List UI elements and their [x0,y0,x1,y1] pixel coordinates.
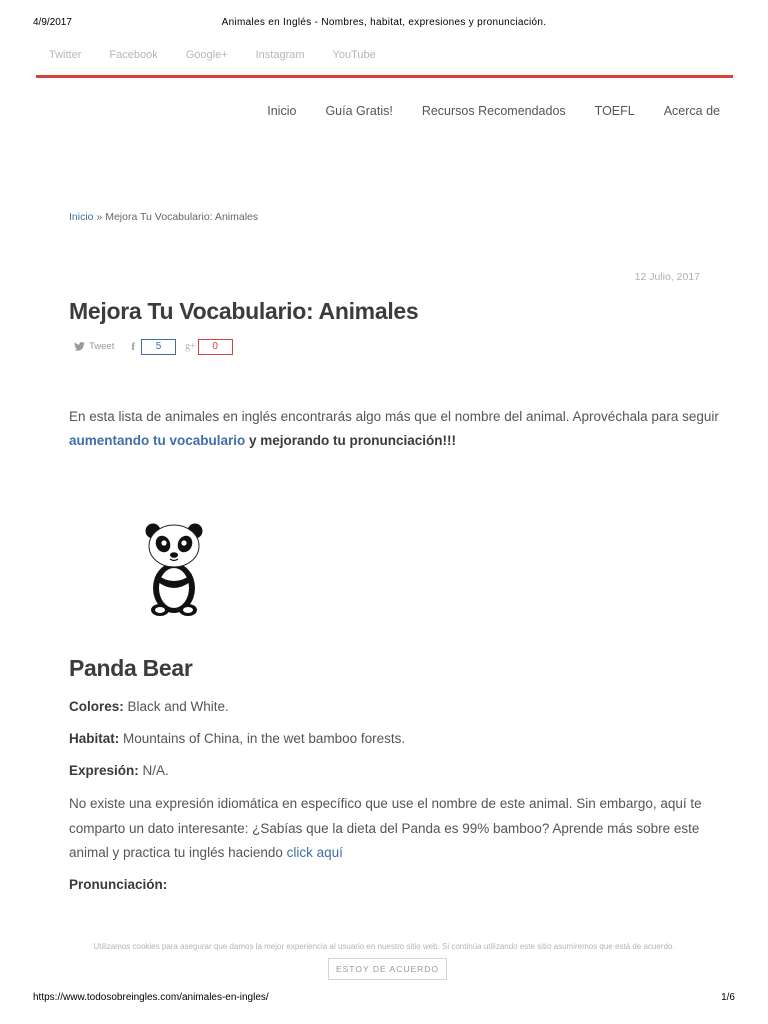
facebook-icon[interactable]: f [131,340,136,353]
tweet-button[interactable]: Tweet [89,341,115,352]
social-link-youtube[interactable]: YouTube [332,49,376,61]
panda-paragraph-text: No existe una expresión idiomática en específico que use el nombre de este animal. Sin embargo, aquí te comparto un dato interesante: ¿Sabías que la dieta del Panda es 99% bamboo? Aprende más sobre este animal y practica tu inglés haciendo [69,796,702,860]
breadcrumb-separator: » [93,211,106,223]
click-here-link[interactable]: click aquí [286,845,343,860]
print-page-number: 1/6 [721,992,735,1003]
intro-paragraph [69,405,719,453]
twitter-bird-icon [74,342,85,351]
panda-paragraph [69,792,709,866]
print-url: https://www.todosobreingles.com/animales-en-ingles/ [33,992,269,1003]
section-title: Panda Bear [69,655,193,681]
googleplus-icon[interactable]: g+ [185,341,196,352]
cookie-accept-button[interactable]: ESTOY DE ACUERDO [328,958,447,980]
social-links [49,49,376,61]
colores-field [69,699,229,714]
print-header-title: Animales en Inglés - Nombres, habitat, expresiones y pronunciación. [221,17,547,28]
social-link-twitter[interactable]: Twitter [49,49,82,61]
header-divider [36,75,733,78]
nav-item-toefl[interactable]: TOEFL [594,104,635,118]
intro-text: En esta lista de animales en inglés encontrarás algo más que el nombre del animal. Aprovéchala para seguir [69,409,719,424]
pronunciacion-field [69,877,167,892]
main-nav [267,104,720,118]
nav-item-inicio[interactable]: Inicio [267,104,297,118]
intro-bold-text: y mejorando tu pronunciación!!! [245,433,457,448]
nav-item-guia-gratis[interactable]: Guía Gratis! [325,104,393,118]
breadcrumb-home-link[interactable]: Inicio [69,211,94,223]
panda-illustration [144,522,204,617]
habitat-field [69,731,405,746]
expresion-label: Expresión: [69,763,139,778]
vocabulary-link[interactable]: aumentando tu vocabulario [69,433,246,448]
pronunciacion-label: Pronunciación: [69,877,168,892]
colores-label: Colores: [69,699,124,714]
post-date: 12 Julio, 2017 [634,271,700,283]
social-link-instagram[interactable]: Instagram [255,49,305,61]
share-bar [74,338,242,355]
colores-value: Black and White. [123,699,229,714]
expresion-field [69,763,169,778]
social-link-facebook[interactable]: Facebook [109,49,158,61]
habitat-label: Habitat: [69,731,120,746]
nav-item-acerca-de[interactable]: Acerca de [663,104,720,118]
facebook-share-count: 5 [141,339,176,355]
expresion-value: N/A. [138,763,169,778]
social-link-googleplus[interactable]: Google+ [185,49,228,61]
googleplus-share-count: 0 [198,339,233,355]
page-title: Mejora Tu Vocabulario: Animales [69,298,419,324]
nav-item-recursos[interactable]: Recursos Recomendados [421,104,566,118]
cookie-notice: Utilizamos cookies para asegurar que damos la mejor experiencia al usuario en nuestro sitio web. Si continúa utilizando este sitio asumiremos que está de acuerdo. [93,942,675,951]
breadcrumb [69,211,258,223]
habitat-value: Mountains of China, in the wet bamboo forests. [119,731,406,746]
breadcrumb-current: Mejora Tu Vocabulario: Animales [105,211,259,223]
print-date: 4/9/2017 [33,17,72,28]
